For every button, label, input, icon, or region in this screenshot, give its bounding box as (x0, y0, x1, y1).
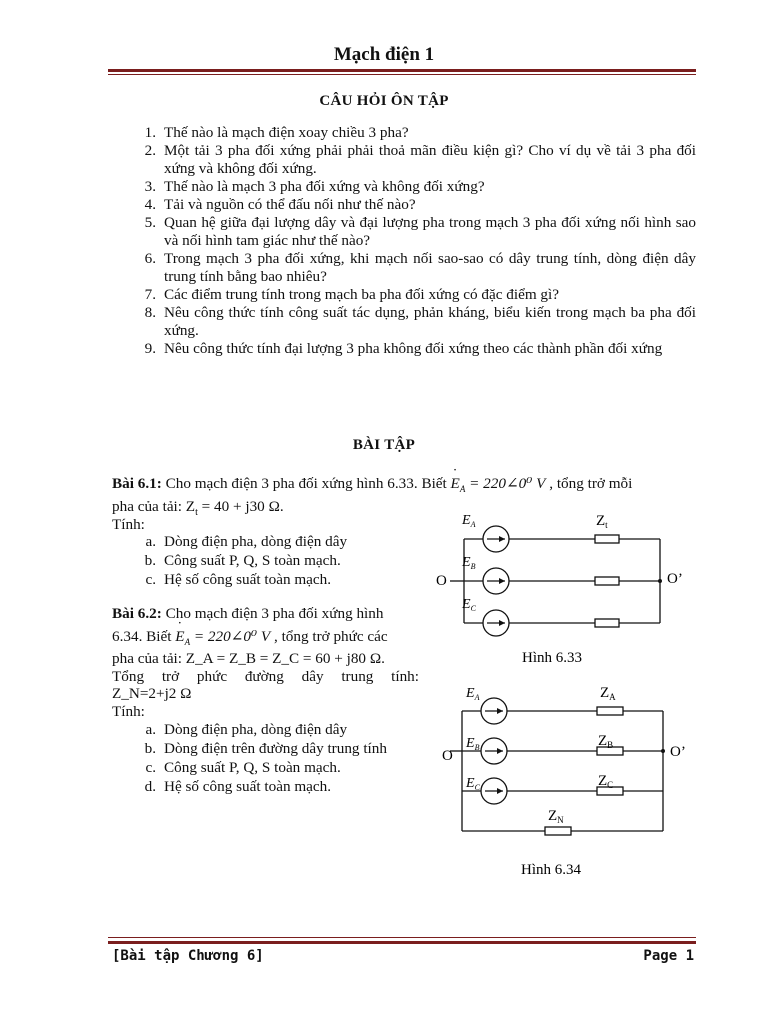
impedance-zn (545, 827, 571, 835)
header-rule-thin (108, 74, 696, 75)
footer-page-number: Page 1 (643, 948, 694, 964)
emf-label-c-634: $E_C$ (466, 776, 480, 792)
question-list (112, 124, 696, 358)
review-heading: CÂU HỎI ÔN TẬP (319, 93, 449, 109)
impedance-zt-b (595, 577, 619, 585)
b62-label: Bài 6.2: (112, 605, 162, 622)
question-4: 4. Tải và nguồn có thể đấu nối như thế nào? (144, 196, 416, 213)
impedance-zt-c (595, 619, 619, 627)
b62-items (112, 720, 432, 796)
b62-line5: Z_N=2+j2 Ω (112, 685, 192, 702)
node-o-prime-label-634: O’ (670, 744, 686, 760)
emf-label-b-634: $E_B$ (466, 736, 480, 752)
emf-source-c (483, 610, 509, 636)
circuit-diagram-6-33 (428, 505, 698, 675)
node-o-label-634: O (442, 748, 453, 764)
question-5: 5. Quan hệ giữa đại lượng dây và đại lượng pha trong mạch 3 pha đối xứng nối hình sao và nối hình tam giác như thế nào? (144, 214, 696, 249)
b61-line1: Bài 6.1: Cho mạch điện 3 pha đối xứng hình 6.33. Biết E $˙_A$ = 220∠0⁰ V , tổng trở mỗi (112, 474, 696, 499)
emf-label-c: $E_C$ (462, 597, 476, 613)
footer-rule (108, 941, 696, 944)
b62-line1: Bài 6.2: Cho mạch điện 3 pha đối xứng hình (112, 605, 384, 622)
b62-line4: Tổng trở phức đường dây trung tính: (112, 668, 419, 685)
node-o-label: O (436, 573, 447, 589)
b62-line3: pha của tải: Z_A = Z_B = Z_C = 60 + j80 Ω. (112, 650, 385, 667)
figure-caption-6-34: Hình 6.34 (521, 862, 581, 878)
emf-label-a-634: $E_A$ (466, 686, 480, 702)
zb-label: $Z_B$ (598, 733, 614, 750)
circuit-diagram-6-34 (428, 680, 698, 885)
b62-item-b: b. Dòng điện trên đường dây trung tính (144, 740, 387, 757)
b62-line2: 6.34. Biết E $˙_A$ = 220∠0⁰ V , tổng trở phức các (112, 627, 432, 652)
b62-item-d: d. Hệ số công suất toàn mạch. (144, 778, 332, 795)
question-1: 1. Thế nào là mạch điện xoay chiều 3 pha? (144, 124, 409, 141)
emf-label-a: $E_A$ (462, 513, 476, 529)
exercises-heading: BÀI TẬP (352, 437, 416, 453)
footer-chapter: [Bài tập Chương 6] (112, 948, 264, 964)
emf-source-b (483, 568, 509, 594)
node-o-prime-label: O’ (667, 571, 683, 587)
figure-caption-6-33: Hình 6.33 (522, 650, 582, 666)
emf-symbol: E ˙ (451, 474, 460, 493)
question-8: 8. Nêu công thức tính công suất tác dụng, phản kháng, biểu kiến trong mạch ba pha đối xứng. (144, 304, 696, 339)
za-label: $Z_A$ (600, 685, 616, 702)
question-9: 9. Nêu công thức tính đại lượng 3 pha không đối xứng theo các thành phần đối xứng (144, 340, 663, 357)
impedance-za (597, 707, 623, 715)
b61-item-a: a. Dòng điện pha, dòng điện dây (145, 533, 348, 550)
zc-label: $Z_C$ (598, 773, 614, 790)
question-6: 6. Trong mạch 3 pha đối xứng, khi mạch nối sao-sao có dây trung tính, dòng điện dây trung tính bằng bao nhiêu? (144, 250, 696, 285)
header-rule (108, 69, 696, 72)
b62-item-c: c. Công suất P, Q, S toàn mạch. (145, 759, 341, 776)
b61-items (112, 532, 432, 589)
footer-rule-thin (108, 937, 696, 938)
question-2: 2. Một tải 3 pha đối xứng phải phải thoả mãn điều kiện gì? Cho ví dụ về tải 3 pha đối xứng và không đối xứng. (144, 142, 696, 177)
zt-label: $Z_t$ (596, 513, 608, 530)
b61-label: Bài 6.1: (112, 475, 162, 492)
b62-item-a: a. Dòng điện pha, dòng điện dây (145, 721, 348, 738)
question-7: 7. Các điểm trung tính trong mạch ba pha đối xứng có đặc điểm gì? (144, 286, 559, 303)
b61-item-b: b. Công suất P, Q, S toàn mạch. (144, 552, 341, 569)
b61-tinh: Tính: (112, 516, 145, 533)
question-3: 3. Thế nào là mạch 3 pha đối xứng và không đối xứng? (144, 178, 485, 195)
page-title: Mạch điện 1 (333, 44, 435, 65)
zn-label: $Z_N$ (548, 808, 564, 825)
b62-tinh: Tính: (112, 703, 145, 720)
b61-line2: pha của tải: $Z_t = 40 + j30$ Ω. (112, 498, 284, 519)
impedance-zt-a (595, 535, 619, 543)
b61-item-c: c. Hệ số công suất toàn mạch. (145, 571, 332, 588)
emf-source-a (483, 526, 509, 552)
emf-label-b: $E_B$ (462, 555, 476, 571)
